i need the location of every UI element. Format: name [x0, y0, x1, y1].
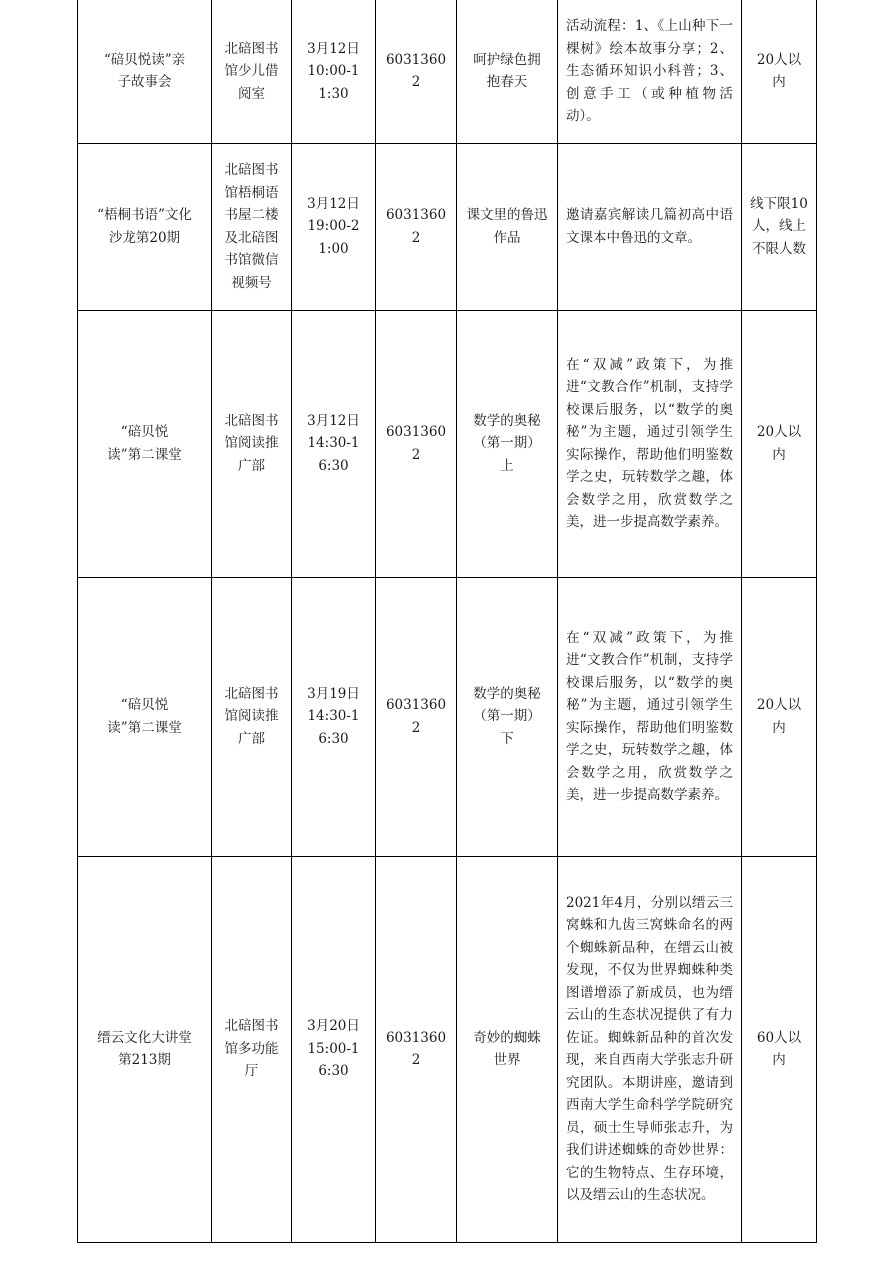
event-date: 3月12日 [307, 40, 360, 57]
capacity-cell [742, 577, 817, 856]
topic-cell [457, 143, 558, 310]
event-phone: 60313602 [385, 1029, 447, 1068]
event-date: 3月19日 [307, 685, 360, 702]
event-location: 北碚图书馆阅读推广部 [224, 685, 279, 747]
location-cell [212, 310, 292, 577]
datetime-cell [292, 856, 376, 1242]
capacity-cell [742, 310, 817, 577]
event-description: 2021年4月，分别以缙云三窝蛛和九齿三窝蛛命名的两个蜘蛛新品种，在缙云山被发现，不仅为世界蜘蛛种类图谱增添了新成员，也为缙云山的生态状况提供了有力佐证。蜘蛛新品种的首次发现，来自西南大学张志升研究团队。本期讲座，邀请到西南大学生命科学学院研究员，硕士生导师张志升，为我们讲述蜘蛛的奇妙世界：它的生物特点、生存环境，以及缙云山的生态状况。 [566, 894, 733, 1203]
phone-cell [376, 310, 457, 577]
location-cell [212, 143, 292, 310]
event-name: “碚贝悦读”第二课堂 [107, 424, 182, 463]
location-cell [212, 0, 292, 143]
event-capacity: 20人以内 [756, 424, 802, 463]
event-time: 14:30-16:30 [307, 708, 360, 747]
event-name-cell [78, 856, 212, 1242]
event-capacity: 60人以内 [756, 1029, 802, 1068]
event-name-cell [78, 143, 212, 310]
event-description: 活动流程：1、《上山种下一棵树》绘本故事分享；2、生态循环知识小科普；3、创意手工（或种植物活动）。 [566, 18, 733, 124]
event-capacity: 线下限10人，线上不限人数 [750, 195, 808, 257]
table-row [78, 856, 817, 1242]
event-topic: 数学的奥秘（第一期）下 [473, 685, 541, 747]
event-date: 3月12日 [307, 195, 360, 212]
event-phone: 60313602 [385, 697, 447, 736]
topic-cell [457, 310, 558, 577]
event-time: 15:00-16:30 [307, 1040, 360, 1080]
event-topic: 课文里的鲁迅作品 [466, 207, 548, 246]
description-cell [558, 310, 742, 577]
table-row [78, 0, 817, 143]
table-row [78, 310, 817, 577]
event-date: 3月12日 [307, 412, 360, 429]
event-topic: 呵护绿色拥抱春天 [473, 51, 541, 91]
event-schedule-table [77, 0, 817, 1243]
event-phone: 60313602 [385, 424, 447, 463]
event-description: 在“双减”政策下，为推进“文教合作”机制，支持学校课后服务，以“数学的奥秘”为主题，通过引领学生实际操作，帮助他们明鉴数学之史，玩转数学之趣，体会数学之用，欣赏数学之美，进一步提高数学素养。 [566, 356, 733, 530]
capacity-cell [742, 143, 817, 310]
event-name: 缙云文化大讲堂第213期 [97, 1029, 192, 1068]
event-description: 邀请嘉宾解读几篇初高中语文课本中鲁迅的文章。 [566, 207, 733, 246]
topic-cell [457, 0, 558, 143]
description-cell [558, 577, 742, 856]
event-name-cell [78, 577, 212, 856]
topic-cell [457, 856, 558, 1242]
event-name: “碚贝悦读”亲子故事会 [103, 51, 186, 91]
event-topic: 奇妙的蜘蛛世界 [473, 1029, 541, 1068]
phone-cell [376, 143, 457, 310]
description-cell [558, 0, 742, 143]
capacity-cell [742, 0, 817, 143]
event-name-cell [78, 0, 212, 143]
event-time: 19:00-21:00 [307, 218, 360, 257]
description-cell [558, 143, 742, 310]
event-phone: 60313602 [385, 207, 447, 246]
table-row [78, 143, 817, 310]
event-capacity: 20人以内 [756, 697, 802, 736]
location-cell [212, 577, 292, 856]
table-row [78, 577, 817, 856]
event-name: “碚贝悦读”第二课堂 [107, 697, 182, 736]
event-date: 3月20日 [307, 1018, 360, 1035]
description-cell [558, 856, 742, 1242]
event-location: 北碚图书馆阅读推广部 [224, 412, 279, 474]
event-time: 14:30-16:30 [307, 435, 360, 474]
event-name-cell [78, 310, 212, 577]
event-name: “梧桐书语”文化沙龙第20期 [97, 207, 192, 246]
phone-cell [376, 856, 457, 1242]
phone-cell [376, 0, 457, 143]
event-capacity: 20人以内 [756, 51, 802, 91]
capacity-cell [742, 856, 817, 1242]
event-location: 北碚图书馆梧桐语书屋二楼及北碚图书馆微信视频号 [224, 162, 279, 291]
datetime-cell [292, 143, 376, 310]
event-time: 10:00-11:30 [307, 63, 360, 102]
event-phone: 60313602 [385, 51, 447, 91]
datetime-cell [292, 577, 376, 856]
datetime-cell [292, 0, 376, 143]
phone-cell [376, 577, 457, 856]
event-location: 北碚图书馆少儿借阅室 [224, 40, 279, 102]
event-description: 在“双减”政策下，为推进“文教合作”机制，支持学校课后服务，以“数学的奥秘”为主题，通过引领学生实际操作，帮助他们明鉴数学之史，玩转数学之趣，体会数学之用，欣赏数学之美，进一步提高数学素养。 [566, 629, 733, 803]
event-location: 北碚图书馆多功能厅 [224, 1018, 279, 1080]
topic-cell [457, 577, 558, 856]
location-cell [212, 856, 292, 1242]
event-topic: 数学的奥秘（第一期）上 [473, 412, 541, 474]
datetime-cell [292, 310, 376, 577]
